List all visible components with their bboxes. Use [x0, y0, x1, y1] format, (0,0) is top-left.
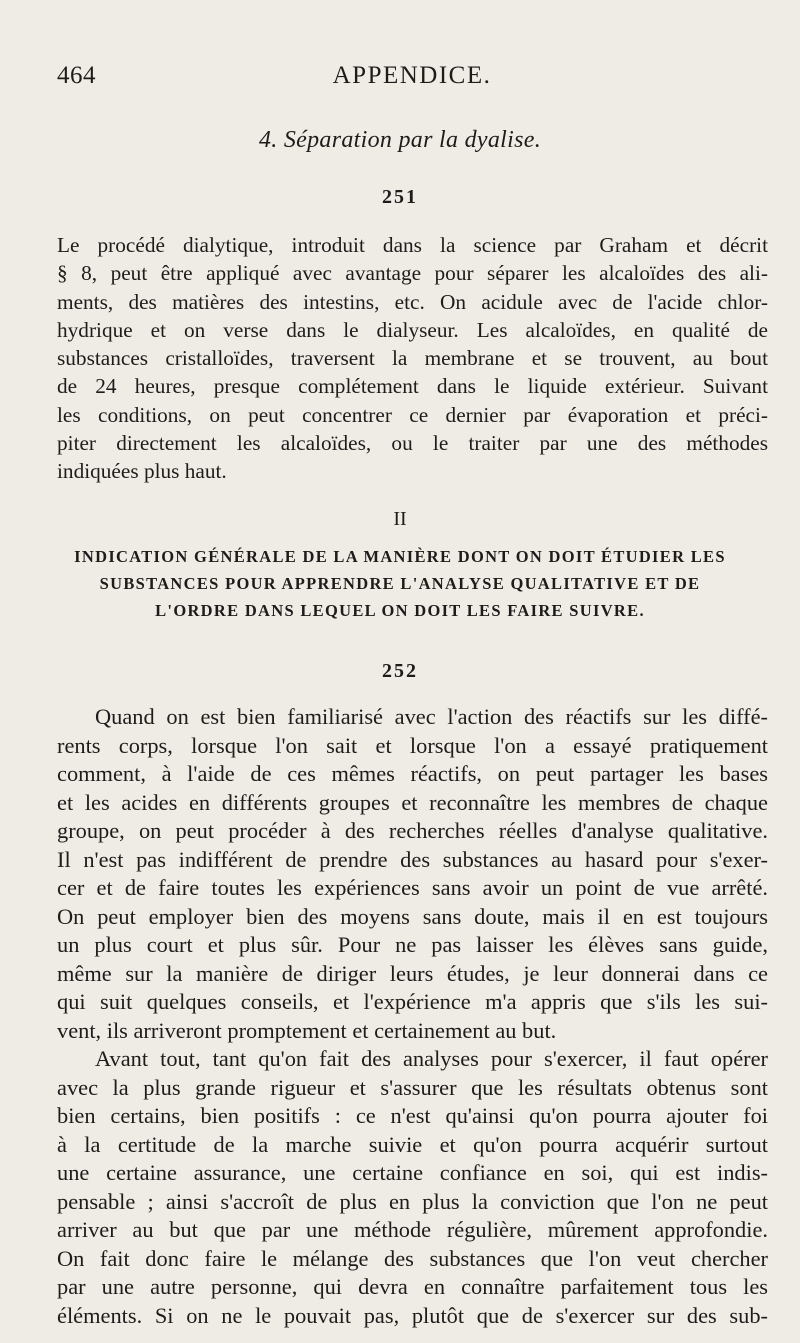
text-line: qui suit quelques conseils, et l'expérience m'a appris que s'ils les sui-	[57, 989, 768, 1014]
paragraph-number-252: 252	[382, 660, 418, 682]
page-number: 464	[57, 62, 96, 89]
text-line: bien certains, bien positifs : ce n'est qu'ainsi qu'on pourra ajouter foi	[57, 1103, 768, 1128]
text-line: arriver au but que par une méthode régulière, mûrement approfondie.	[57, 1217, 768, 1242]
text-line: les conditions, on peut concentrer ce dernier par évaporation et préci-	[57, 402, 768, 427]
text-line: vent, ils arriveront promptement et certainement au but.	[57, 1017, 557, 1043]
text-line: même sur la manière de diriger leurs études, je leur donnerai dans ce	[57, 960, 768, 986]
text-line: cer et de faire toutes les expériences sans avoir un point de vue arrêté.	[57, 875, 768, 900]
paragraph-number-251: 251	[382, 186, 418, 208]
text-line: une certaine assurance, une certaine confiance en soi, qui est indis-	[57, 1160, 768, 1185]
text-line: ments, des matières des intestins, etc. On acidule avec de l'acide chlor-	[57, 289, 768, 314]
chapter-title-line: L'ORDRE DANS LEQUEL ON DOIT LES FAIRE SUIVRE.	[155, 601, 645, 620]
chapter-title-line: INDICATION GÉNÉRALE DE LA MANIÈRE DONT ON DOIT ÉTUDIER LES	[74, 547, 726, 566]
text-line: de 24 heures, presque complétement dans le liquide extérieur. Suivant	[57, 374, 768, 399]
text-line: un plus court et plus sûr. Pour ne pas laisser les élèves sans guide,	[57, 932, 768, 957]
text-line: hydrique et on verse dans le dialyseur. Les alcaloïdes, en qualité de	[57, 317, 768, 342]
text-line: par une autre personne, qui devra en connaître parfaitement tous les	[57, 1274, 768, 1299]
text-line: Quand on est bien familiarisé avec l'action des réactifs sur les diffé-	[95, 704, 768, 729]
text-line: Il n'est pas indifférent de prendre des substances au hasard pour s'exer-	[57, 846, 768, 872]
text-line: rents corps, lorsque l'on sait et lorsque l'on a essayé pratiquement	[57, 732, 768, 758]
text-line: On peut employer bien des moyens sans doute, mais il en est toujours	[57, 903, 768, 929]
text-line: indiquées plus haut.	[57, 459, 227, 484]
chapter-roman-numeral: II	[393, 508, 407, 530]
text-line: groupe, on peut procéder à des recherches réelles d'analyse qualitative.	[57, 818, 768, 843]
text-line: Avant tout, tant qu'on fait des analyses pour s'exercer, il faut opérer	[95, 1046, 768, 1071]
chapter-title-line: SUBSTANCES POUR APPRENDRE L'ANALYSE QUALITATIVE ET DE	[99, 574, 701, 593]
text-line: éléments. Si on ne le pouvait pas, plutôt que de s'exercer sur des sub-	[57, 1302, 768, 1328]
text-line: et les acides en différents groupes et reconnaître les membres de chaque	[57, 789, 768, 815]
text-line: piter directement les alcaloïdes, ou le traiter par une des méthodes	[57, 431, 768, 456]
text-line: On fait donc faire le mélange des substances que l'on veut chercher	[57, 1245, 768, 1271]
text-line: substances cristalloïdes, traversent la membrane et se trouvent, au bout	[57, 346, 768, 371]
paragraph-251	[57, 231, 768, 486]
text-line: § 8, peut être appliqué avec avantage pour séparer les alcaloïdes des ali-	[57, 261, 768, 286]
text-line: avec la plus grande rigueur et s'assurer que les résultats obtenus sont	[57, 1074, 768, 1100]
section-heading: 4. Séparation par la dyalise.	[258, 127, 542, 153]
paragraph-252	[57, 703, 768, 1330]
text-line: comment, à l'aide de ces mêmes réactifs, on peut partager les bases	[57, 761, 768, 786]
text-line: pensable ; ainsi s'accroît de plus en plus la conviction que l'on ne peut	[57, 1188, 768, 1214]
running-title: APPENDICE.	[332, 62, 492, 89]
page-header	[57, 62, 767, 96]
text-line: à la certitude de la marche suivie et qu'on pourra acquérir surtout	[57, 1131, 768, 1157]
text-line: Le procédé dialytique, introduit dans la science par Graham et décrit	[57, 233, 768, 257]
